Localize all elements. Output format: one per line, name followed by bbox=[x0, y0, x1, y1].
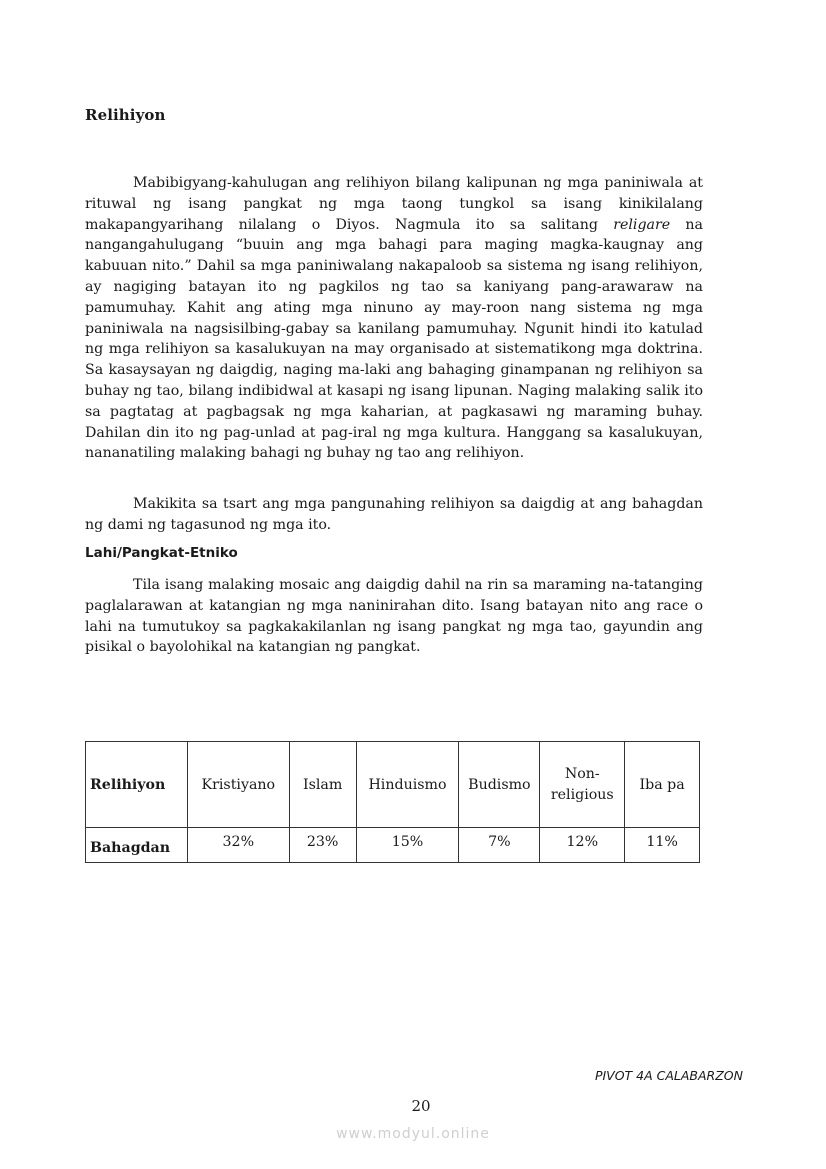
paragraph-text-before-italic: Mabibigyang-kahulugan ang relihiyon bilang kalipunan ng mga paniniwala at rituwal ng isang pangkat ng mga taong tungkol sa isang kinikilalang makapangyarihang nilalang o Diyos. Nagmula ito sa salitang bbox=[85, 175, 703, 233]
table-header-cell: Hinduismo bbox=[356, 742, 459, 828]
italic-term-religare: religare bbox=[613, 216, 671, 233]
table-header-label: Relihiyon bbox=[86, 742, 188, 828]
paragraph-chart-intro: Makikita sa tsart ang mga pangunahing relihiyon sa daigdig at ang bahagdan ng dami ng tagasunod ng mga ito. bbox=[85, 496, 703, 533]
subsection-title: Lahi/Pangkat-Etniko bbox=[85, 545, 238, 561]
table-header-cell: Budismo bbox=[459, 742, 540, 828]
table-header-cell: Kristiyano bbox=[187, 742, 289, 828]
table-value-cell: 32% bbox=[187, 828, 289, 863]
table-value-cell: 23% bbox=[289, 828, 356, 863]
table-header-cell: Non-religious bbox=[540, 742, 625, 828]
table-header-row bbox=[86, 742, 700, 828]
paragraph-text-after-italic: na nangangahulugang “buuin ang mga bahagi para maging magka-kaugnay ang kabuuan nito.” Dahil sa mga paniniwalang nakapaloob sa sistema ng isang relihiyon, ay nagiging batayan ito ng pagkilos ng tao sa kaniyang pang-arawaraw na pamumuhay. Kahit ang ating mga ninuno ay may-roon nang sistema ng mga paniniwala na nagsisilbing-gabay sa kanilang pamumuhay. Ngunit hindi ito katulad ng mga relihiyon sa kasalukuyan na may organisado at sistematikong mga doktrina. Sa kasaysayan ng daigdig, naging ma-laki ang bahaging ginampanan ng relihiyon sa buhay ng tao, bilang indibidwal at kasapi ng isang lipunan. Naging malaking salik ito sa pagtatag at pagbagsak ng mga kaharian, at pagkasawi ng maraming buhay. Dahilan din ito ng pag-unlad at pag-iral ng mga kultura. Hanggang sa kasalukuyan, nananatiling malaking bahagi ng buhay ng tao ang relihiyon. bbox=[85, 216, 704, 462]
paragraph-ethnic-groups: Tila isang malaking mosaic ang daigdig dahil na rin sa maraming na-tatanging paglalarawan at katangian ng mga naninirahan dito. Isang batayan nito ang race o lahi na tumutukoy sa pagkakakilanlan ng isang pangkat ng mga tao, gayundin ang pisikal o bayolohikal na katangian ng pangkat. bbox=[85, 577, 703, 656]
table-value-cell: 11% bbox=[625, 828, 700, 863]
table-header-cell: Islam bbox=[289, 742, 356, 828]
table-header-cell: Iba pa bbox=[625, 742, 700, 828]
footer-label: PIVOT 4A CALABARZON bbox=[594, 1068, 743, 1083]
table-value-cell: 12% bbox=[540, 828, 625, 863]
page-number: 20 bbox=[411, 1097, 431, 1115]
table-value-label: Bahagdan bbox=[86, 828, 188, 863]
paragraph-religion-definition bbox=[85, 173, 703, 464]
table-value-cell: 15% bbox=[356, 828, 459, 863]
watermark-text: www.modyul.online bbox=[336, 1126, 490, 1142]
table-value-row bbox=[86, 828, 700, 863]
table-value-cell: 7% bbox=[459, 828, 540, 863]
section-title: Relihiyon bbox=[85, 106, 166, 124]
religion-table bbox=[85, 741, 700, 863]
